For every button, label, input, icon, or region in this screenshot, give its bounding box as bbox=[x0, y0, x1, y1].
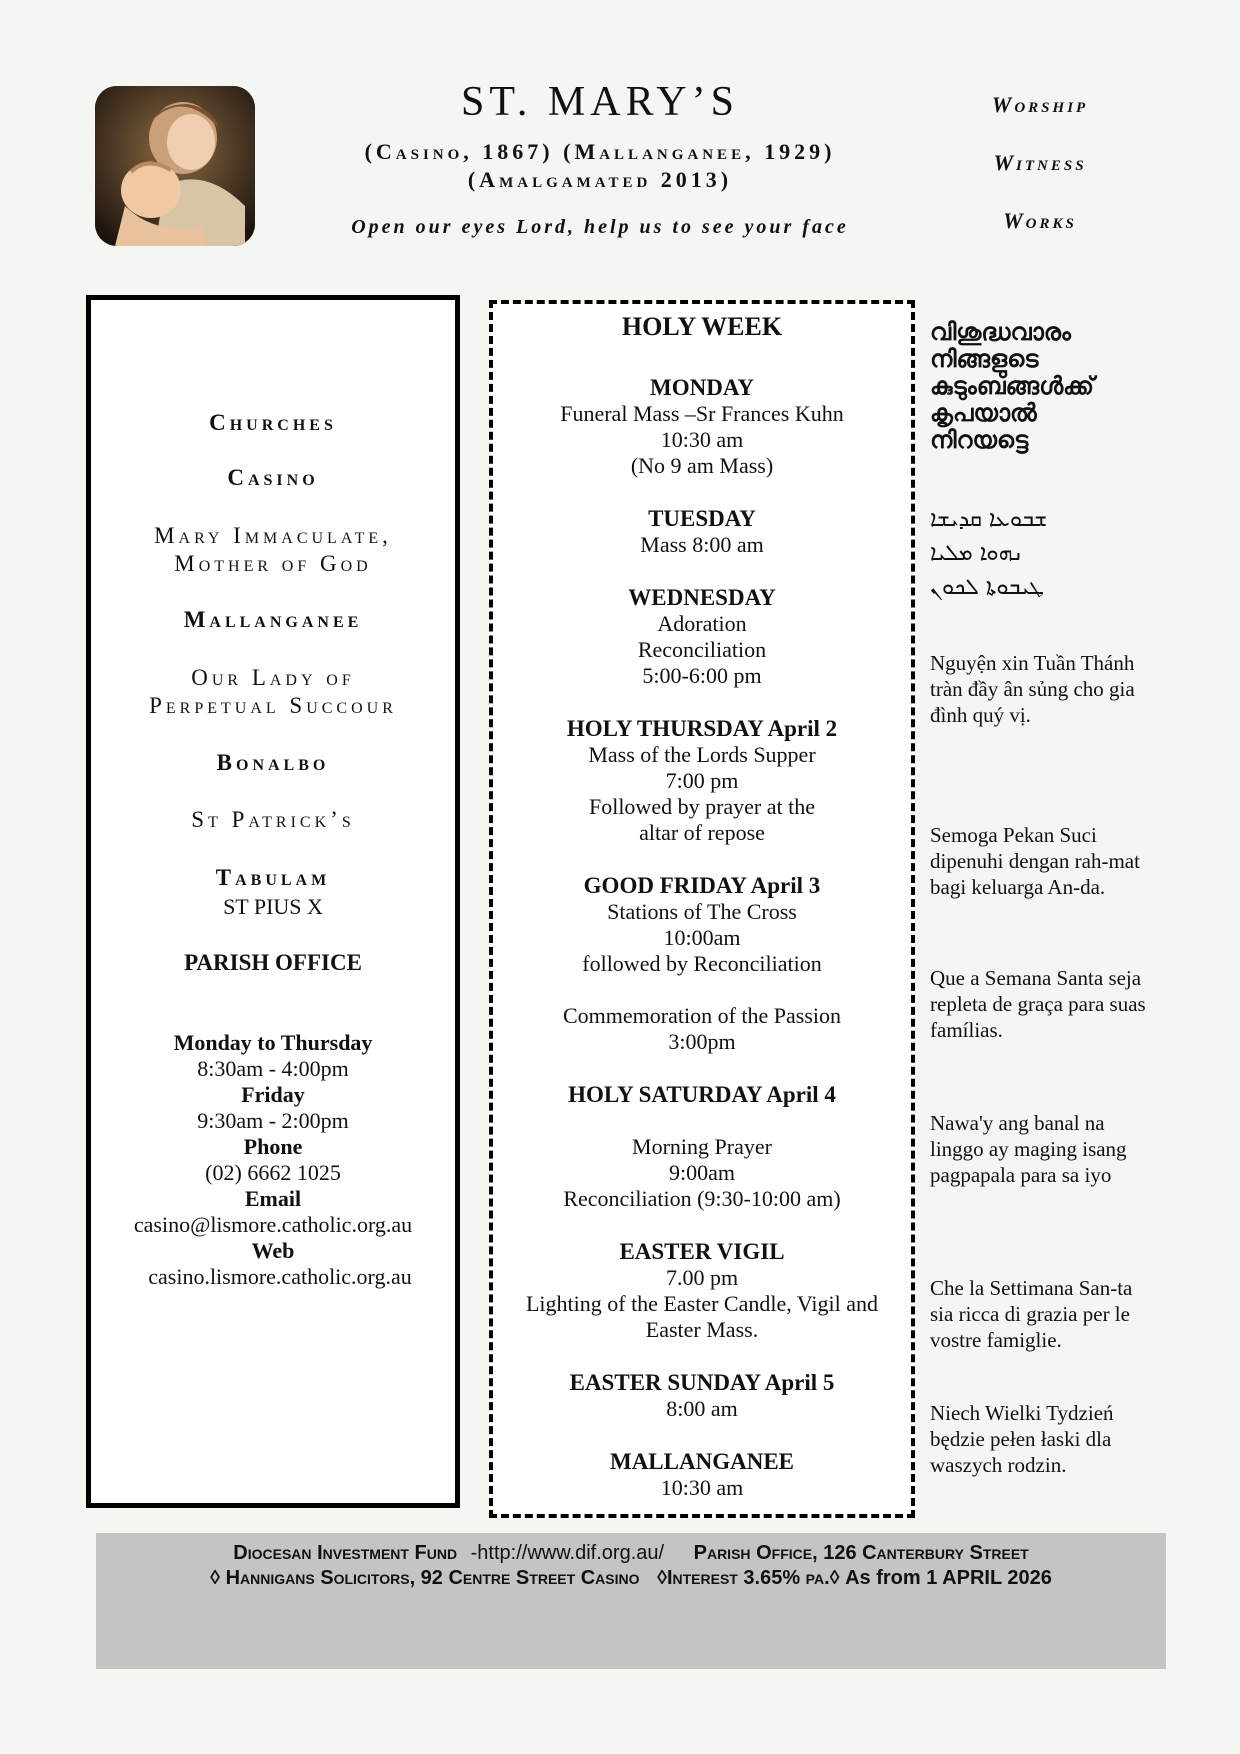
thursday-heading: HOLY THURSDAY April 2 bbox=[566, 716, 838, 741]
blessing-syriac bbox=[930, 503, 1090, 605]
holy-week-panel bbox=[489, 300, 915, 1518]
pillar-witness: Witness bbox=[993, 150, 1087, 175]
friday-line-1: Stations of The Cross bbox=[607, 899, 797, 924]
office-address: Parish Office, 126 Canterbury Street bbox=[693, 1542, 1029, 1564]
sunday-heading: EASTER SUNDAY April 5 bbox=[569, 1370, 835, 1395]
phone-value: (02) 6662 1025 bbox=[205, 1160, 341, 1185]
solicitors: ◊ Hannigans Solicitors, 92 Centre Street Casino bbox=[210, 1567, 640, 1589]
blessing-vietnamese: Nguyện xin Tuần Thánh tràn đầy ân sủng cho gia đình quý vị. bbox=[930, 651, 1135, 727]
monday-heading: MONDAY bbox=[650, 375, 754, 400]
syriac-line-2: ܢܗܘܐ ܡܠܝܐ bbox=[930, 541, 1024, 566]
thursday-line-3: Followed by prayer at the bbox=[588, 794, 816, 819]
syriac-line-1: ܫܒܘܥܐ ܩܕܝܫܐ bbox=[930, 507, 1048, 532]
mallanganee-mass-time: 10:30 am bbox=[660, 1475, 744, 1500]
title-block bbox=[290, 78, 910, 239]
friday-line-4: Commemoration of the Passion bbox=[562, 1003, 842, 1028]
pillars bbox=[940, 92, 1140, 266]
friday-line-3: followed by Reconciliation bbox=[582, 951, 822, 976]
web-label: Web bbox=[251, 1238, 295, 1263]
wednesday-line-2: Reconciliation bbox=[637, 637, 767, 662]
pillar-works: Works bbox=[1003, 208, 1077, 233]
casino-church-line-2: Mother of God bbox=[174, 551, 372, 576]
friday-heading: GOOD FRIDAY April 3 bbox=[583, 873, 821, 898]
blessing-malayalam: വിശുദ്ധവാരം നിങ്ങളുടെ കുടുംബങ്ങൾക്ക് കൃപയാൽ നിറയട്ടെ bbox=[930, 318, 1094, 454]
wednesday-line-1: Adoration bbox=[657, 611, 747, 636]
mallanganee-heading: Mallanganee bbox=[183, 607, 363, 632]
syriac-line-3: ܛܝܒܘܬܐ ܠܟܘܢ bbox=[930, 575, 1044, 600]
monday-line-2: 10:30 am bbox=[660, 427, 744, 452]
vigil-line-1: 7.00 pm bbox=[665, 1265, 739, 1290]
email-value[interactable]: casino@lismore.catholic.org.au bbox=[133, 1212, 413, 1237]
sunday-line-1: 8:00 am bbox=[666, 1396, 738, 1421]
mallanganee-mass-heading: MALLANGANEE bbox=[609, 1449, 794, 1474]
friday-line-2: 10:00am bbox=[663, 925, 741, 950]
blessing-portuguese: Que a Semana Santa seja repleta de graça para suas famílias. bbox=[930, 966, 1146, 1042]
email-label: Email bbox=[244, 1186, 302, 1211]
motto: Open our eyes Lord, help us to see your face bbox=[351, 216, 849, 238]
effective-date: As from 1 APRIL 2026 bbox=[845, 1567, 1052, 1589]
interest-rate: ◊Interest 3.65% pa.◊ bbox=[657, 1567, 840, 1589]
bonalbo-heading: Bonalbo bbox=[216, 750, 330, 775]
blessing-indonesian: Semoga Pekan Suci dipenuhi dengan rah-mat bagi keluarga An-da. bbox=[930, 823, 1140, 899]
mallanganee-church-line-2: Perpetual Succour bbox=[149, 693, 397, 718]
pillar-worship: Worship bbox=[991, 92, 1089, 117]
thursday-line-2: 7:00 pm bbox=[665, 768, 739, 793]
hours-weekday-label: Monday to Thursday bbox=[173, 1030, 373, 1055]
tabulam-heading: Tabulam bbox=[215, 865, 331, 890]
bonalbo-church: St Patrick’s bbox=[191, 807, 355, 832]
tuesday-line-1: Mass 8:00 am bbox=[640, 532, 764, 557]
monday-line-1: Funeral Mass –Sr Frances Kuhn bbox=[560, 401, 844, 426]
fund-name: Diocesan Investment Fund bbox=[233, 1542, 458, 1564]
footer-line-1 bbox=[96, 1541, 1166, 1566]
blessing-italian: Che la Settimana San-ta sia ricca di grazia per le vostre famiglie. bbox=[930, 1276, 1133, 1352]
saturday-line-3: Reconciliation (9:30-10:00 am) bbox=[563, 1186, 841, 1211]
casino-church-line-1: Mary Immaculate, bbox=[154, 523, 392, 548]
mallanganee-church-line-1: Our Lady of bbox=[191, 665, 355, 690]
madonna-and-child-icon bbox=[95, 86, 255, 246]
casino-heading: Casino bbox=[227, 465, 319, 490]
footer-notice bbox=[96, 1533, 1166, 1669]
saturday-line-1: Morning Prayer bbox=[632, 1134, 772, 1159]
vigil-line-2: Lighting of the Easter Candle, Vigil and bbox=[525, 1291, 879, 1316]
thursday-line-1: Mass of the Lords Supper bbox=[588, 742, 816, 767]
churches-panel bbox=[86, 295, 460, 1508]
vigil-heading: EASTER VIGIL bbox=[619, 1239, 785, 1264]
blessing-polish: Niech Wielki Tydzień będzie pełen łaski dla waszych rodzin. bbox=[930, 1401, 1114, 1477]
tuesday-heading: TUESDAY bbox=[648, 506, 756, 531]
footer-line-2 bbox=[96, 1566, 1166, 1591]
founding-dates: (Casino, 1867) (Mallanganee, 1929) bbox=[364, 139, 836, 164]
holy-week-heading: HOLY WEEK bbox=[621, 312, 783, 341]
amalgamation-date: (Amalgamated 2013) bbox=[467, 167, 733, 192]
fund-url[interactable]: -http://www.dif.org.au/ bbox=[470, 1542, 665, 1564]
hours-friday-label: Friday bbox=[241, 1082, 305, 1107]
hours-friday-value: 9:30am - 2:00pm bbox=[197, 1108, 349, 1133]
saturday-heading: HOLY SATURDAY April 4 bbox=[568, 1082, 836, 1107]
saturday-line-2: 9:00am bbox=[669, 1160, 735, 1185]
churches-heading: Churches bbox=[209, 410, 337, 435]
parish-office-heading: PARISH OFFICE bbox=[184, 950, 362, 975]
wednesday-line-3: 5:00-6:00 pm bbox=[642, 663, 762, 688]
hours-weekday-value: 8:30am - 4:00pm bbox=[197, 1056, 349, 1081]
parish-name: ST. MARY’S bbox=[461, 79, 739, 125]
phone-label: Phone bbox=[243, 1134, 303, 1159]
web-value[interactable]: casino.lismore.catholic.org.au bbox=[148, 1264, 412, 1289]
blessing-tagalog: Nawa'y ang banal na linggo ay maging isang pagpapala para sa iyo bbox=[930, 1111, 1127, 1187]
parish-logo-image bbox=[95, 86, 255, 246]
vigil-line-3: Easter Mass. bbox=[645, 1317, 759, 1342]
monday-line-3: (No 9 am Mass) bbox=[630, 453, 774, 478]
thursday-line-4: altar of repose bbox=[639, 820, 765, 845]
wednesday-heading: WEDNESDAY bbox=[628, 585, 776, 610]
friday-line-5: 3:00pm bbox=[668, 1029, 736, 1054]
tabulam-church: ST PIUS X bbox=[223, 894, 323, 919]
